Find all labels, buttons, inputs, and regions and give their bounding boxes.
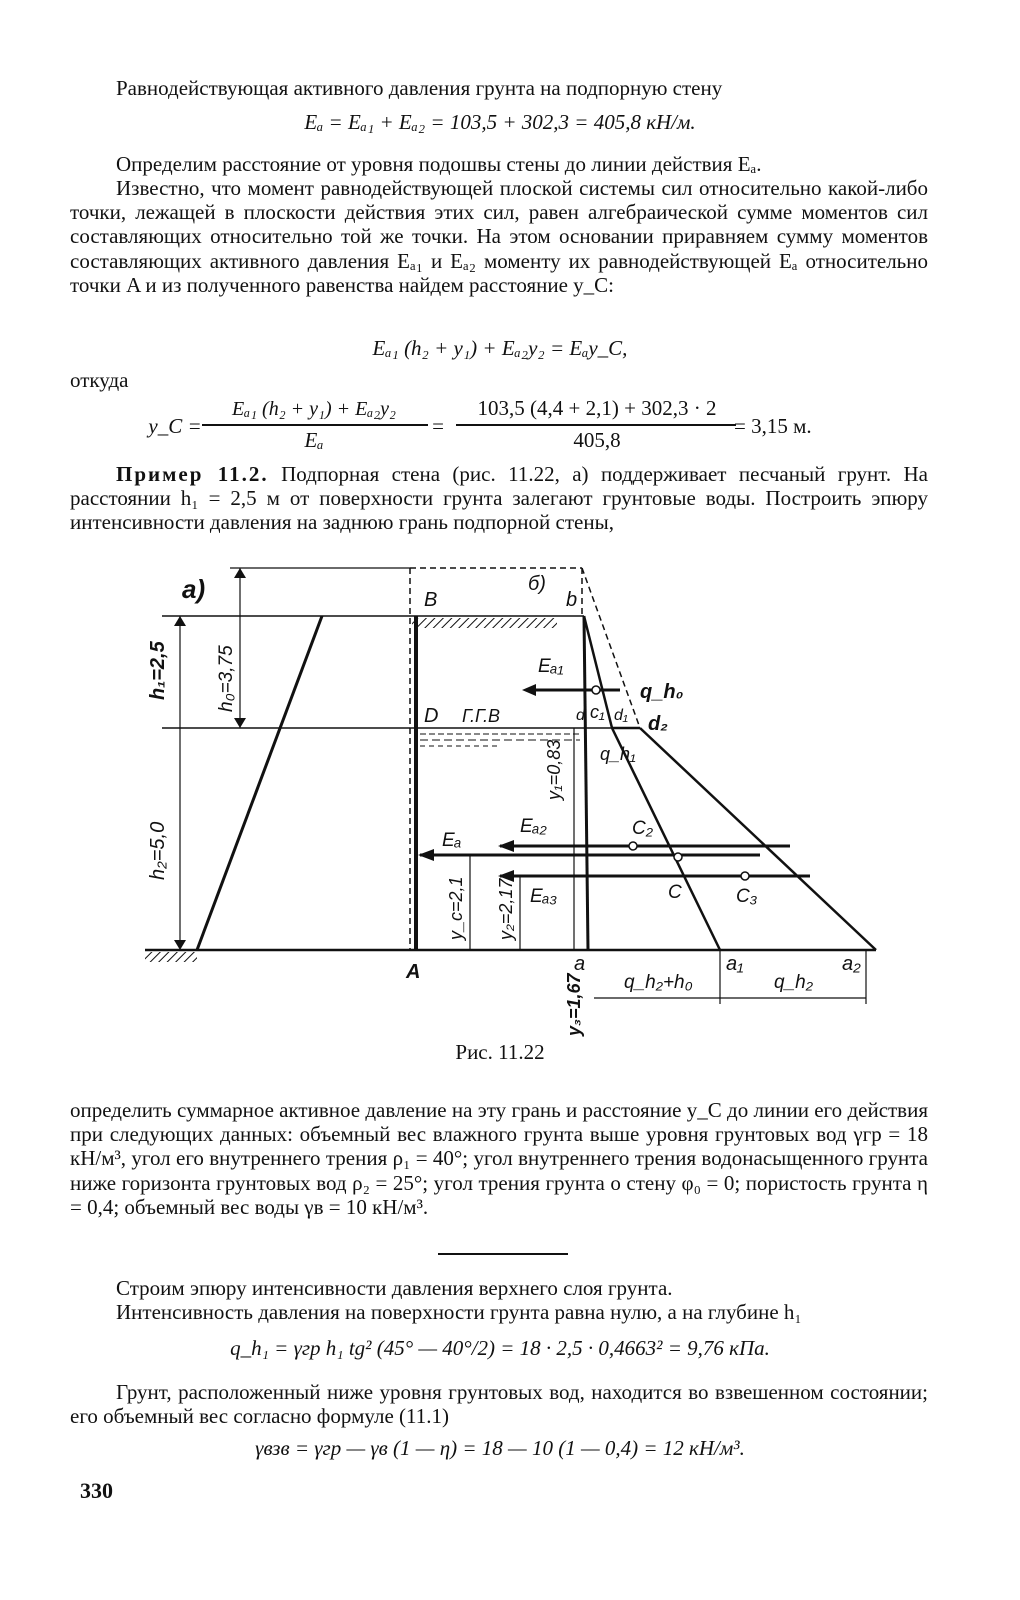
label-A: A bbox=[406, 961, 421, 983]
label-qh1: q_h₁ bbox=[600, 744, 636, 764]
label-b-panel: б) bbox=[528, 573, 546, 595]
label-c1: c₁ bbox=[590, 702, 605, 722]
paragraph-intensity: Интенсивность давления на поверхности грунта равна нулю, а на глубине h₁ bbox=[116, 1300, 802, 1324]
equation-moments: Eₐ₁ (h₂ + y₁) + Eₐ₂y₂ = Eₐy_C, bbox=[372, 336, 628, 360]
paragraph-moment: Известно, что момент равнодействующей плоской системы сил относительно какой-либо точки, лежащей в плоскости действия этих сил, равен алгебраической сумме моментов сил составляющих относительно той же точки. На этом основании приравняем сумму моментов составляющих активного давления Eₐ₁ и Eₐ₂ моменту их равнодействующей Eₐ относительно точки A и из полученного равенства найдем расстояние y_C: bbox=[70, 176, 928, 297]
equation-qh1: q_h₁ = γгр h₁ tg² (45° — 40°/2) = 18 · 2,5 · 0,4663² = 9,76 кПа. bbox=[230, 1336, 770, 1360]
paragraph-distance: Определим расстояние от уровня подошвы стены до линии действия Eₐ. bbox=[116, 152, 762, 176]
paragraph-build-diagram: Строим эпюру интенсивности давления верхнего слоя грунта. bbox=[116, 1276, 673, 1300]
text-otkuda: откуда bbox=[70, 368, 129, 392]
label-a-point: a bbox=[574, 953, 586, 975]
label-B: B bbox=[424, 589, 438, 611]
label-qh0: q_h₀ bbox=[640, 681, 684, 703]
label-h1: h₁=2,5 bbox=[147, 641, 169, 700]
label-a2: a₂ bbox=[842, 953, 861, 975]
separator-rule bbox=[438, 1253, 568, 1255]
label-D: D bbox=[424, 705, 439, 727]
label-y1: y₁=0,83 bbox=[544, 739, 564, 800]
label-y3: y₃=1,67 bbox=[564, 973, 584, 1036]
label-a-panel: а) bbox=[182, 574, 206, 604]
eq-yc-den2: 405,8 bbox=[573, 428, 621, 452]
page-number: 330 bbox=[80, 1478, 113, 1503]
figure-caption: Рис. 11.22 bbox=[455, 1040, 545, 1064]
label-h0: h₀=3,75 bbox=[216, 645, 237, 712]
eq-yc-rhs: = 3,15 м. bbox=[734, 414, 812, 438]
label-Ea2: Eₐ₂ bbox=[520, 816, 547, 837]
label-qh2h0: q_h₂+h₀ bbox=[624, 972, 693, 993]
text-line-resultant: Равнодействующая активного давления грунта на подпорную стену bbox=[116, 76, 723, 100]
label-yc: y_c=2,1 bbox=[446, 876, 466, 940]
label-a1: a₁ bbox=[726, 953, 744, 975]
label-C: C bbox=[668, 882, 682, 903]
paragraph-suspended: Грунт, расположенный ниже уровня грунтовых вод, находится во взвешенном состоянии; его объемный вес согласно формуле (11.1) bbox=[70, 1380, 928, 1429]
label-C2: C₂ bbox=[632, 818, 653, 839]
soil-hatch-top bbox=[412, 618, 557, 628]
eq-yc-num2: 103,5 (4,4 + 2,1) + 302,3 · 2 bbox=[477, 396, 717, 420]
soil-hatch-base bbox=[145, 952, 197, 962]
eq-yc-num1: Eₐ₁ (h₂ + y₁) + Eₐ₂y₂ bbox=[232, 398, 396, 420]
eq-yc-lhs: y_C = bbox=[148, 414, 202, 438]
label-y2: y₂=2,17 bbox=[496, 878, 516, 940]
equation-gamma: γвзв = γгр — γв (1 — η) = 18 — 10 (1 — 0,4) = 12 кН/м³. bbox=[255, 1436, 745, 1460]
label-b-small: b bbox=[566, 589, 578, 611]
label-d2: d₂ bbox=[648, 713, 668, 735]
example-text: Подпорная стена (рис. 11.22, а) поддерживает песчаный грунт. На расстоянии h₁ = 2,5 м от поверхности грунта залегают грунтовые воды. Построить эпюру интенсивности давления на заднюю грань подпорной стены, bbox=[70, 462, 929, 535]
equation-ea-sum: Eₐ = Eₐ₁ + Eₐ₂ = 103,5 + 302,3 = 405,8 кН/м. bbox=[304, 110, 696, 134]
paragraph-task: определить суммарное активное давление на эту грань и расстояние y_C до линии его действия при следующих данных: объемный вес влажного грунта выше уровня грунтовых вод γгр = 18 кН/м³, угол его внутреннего трения ρ₁ = 40°; угол внутреннего трения водонасыщенного грунта ниже горизонта грунтовых вод ρ₂ = 25°; угол трения грунта о стену φ₀ = 0; пористость грунта η = 0,4; объемный вес воды γв = 10 кН/м³. bbox=[70, 1098, 928, 1219]
label-Ea: Eₐ bbox=[442, 830, 462, 851]
pressure-line-a2 bbox=[640, 728, 876, 950]
label-Ea3: Eₐ₃ bbox=[530, 886, 558, 907]
label-d1: d₁ bbox=[614, 707, 628, 724]
label-d: d bbox=[576, 707, 585, 724]
label-h2: h₂=5,0 bbox=[147, 821, 169, 880]
example-title: Пример 11.2. bbox=[116, 462, 269, 486]
label-ggv: Г.Г.В bbox=[462, 706, 500, 726]
label-C3: C₃ bbox=[736, 886, 758, 907]
label-Ea1: Eₐ₁ bbox=[538, 656, 564, 677]
eq-yc-den1: Eₐ bbox=[304, 428, 324, 452]
eq-yc-eq: = bbox=[432, 414, 444, 438]
wall-front-face bbox=[584, 616, 588, 950]
label-qh2: q_h₂ bbox=[774, 972, 813, 993]
